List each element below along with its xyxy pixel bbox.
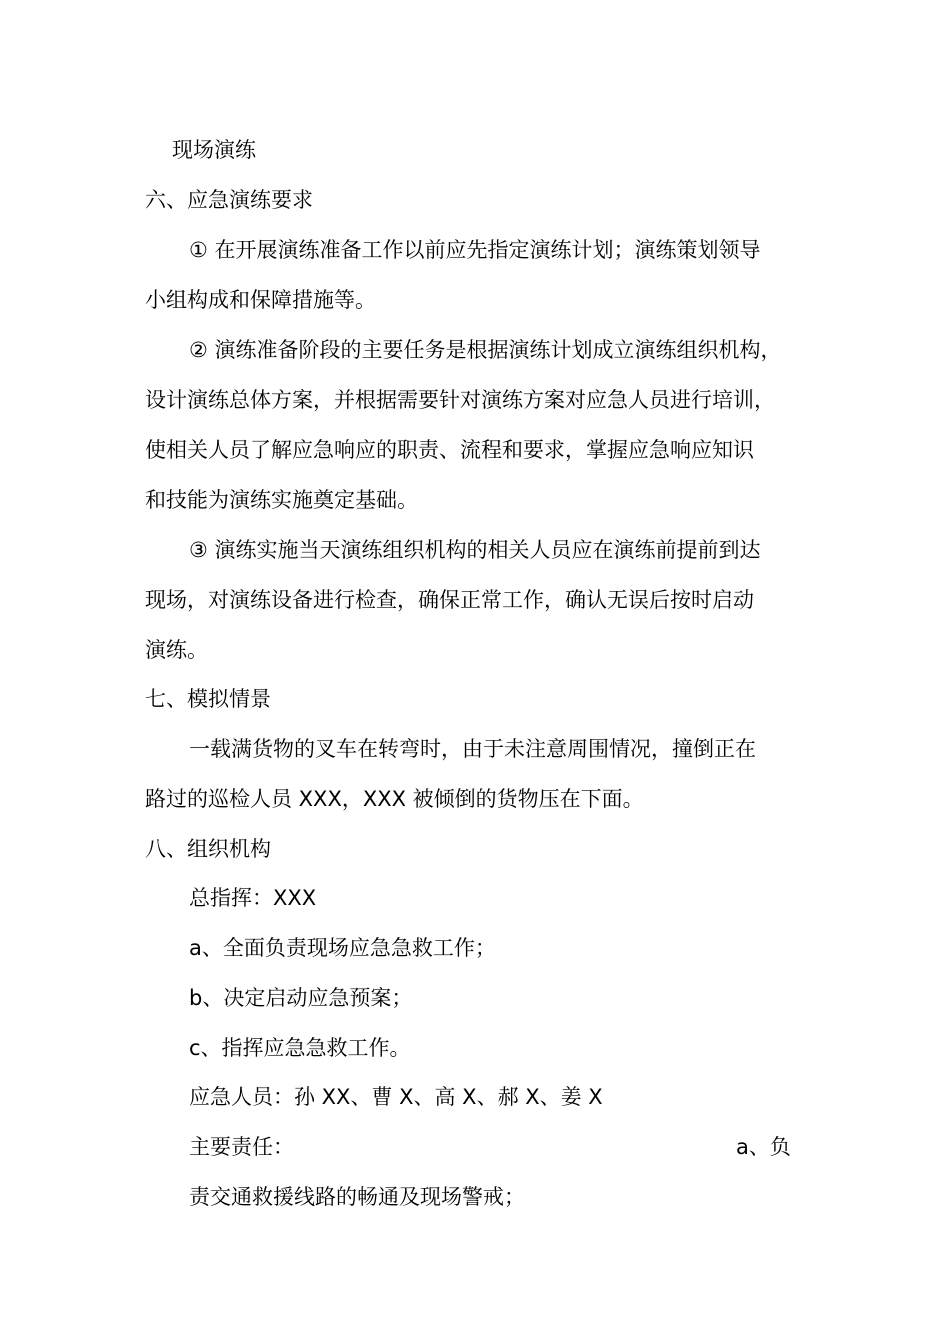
paragraph-line: 使相关人员了解应急响应的职责、流程和要求，掌握应急响应知识 xyxy=(145,438,754,462)
paragraph-line: ② 演练准备阶段的主要任务是根据演练计划成立演练组织机构， xyxy=(189,338,782,362)
heading-section-6: 六、应急演练要求 xyxy=(145,188,313,212)
paragraph-line: ③ 演练实施当天演练组织机构的相关人员应在演练前提前到达 xyxy=(189,538,761,562)
paragraph-line: 演练。 xyxy=(145,638,208,662)
commander-line: 总指挥：XXX xyxy=(189,886,317,910)
text-line-section-intro: 现场演练 xyxy=(172,138,256,162)
paragraph-line: 现场，对演练设备进行检查，确保正常工作，确认无误后按时启动 xyxy=(145,588,754,612)
paragraph-line: 一载满货物的叉车在转弯时，由于未注意周围情况，撞倒正在 xyxy=(189,737,756,761)
heading-section-8: 八、组织机构 xyxy=(145,837,271,861)
paragraph-line: 设计演练总体方案，并根据需要针对演练方案对应急人员进行培训， xyxy=(145,388,775,412)
main-responsibility-label: 主要责任： xyxy=(189,1135,294,1159)
paragraph-line: 小组构成和保障措施等。 xyxy=(145,288,376,312)
list-item: b、决定启动应急预案； xyxy=(189,986,413,1010)
heading-section-7: 七、模拟情景 xyxy=(145,687,271,711)
list-item: c、指挥应急急救工作。 xyxy=(189,1036,411,1060)
emergency-personnel-line: 应急人员：孙 XX、曹 X、高 X、郝 X、姜 X xyxy=(189,1085,603,1109)
paragraph-line: 责交通救援线路的畅通及现场警戒； xyxy=(189,1185,525,1209)
paragraph-line: ① 在开展演练准备工作以前应先指定演练计划；演练策划领导 xyxy=(189,238,761,262)
main-responsibility-item-start: a、负 xyxy=(736,1135,791,1159)
paragraph-line: 和技能为演练实施奠定基础。 xyxy=(145,488,418,512)
list-item: a、全面负责现场应急急救工作； xyxy=(189,936,496,960)
paragraph-line: 路过的巡检人员 XXX，XXX 被倾倒的货物压在下面。 xyxy=(145,787,644,811)
